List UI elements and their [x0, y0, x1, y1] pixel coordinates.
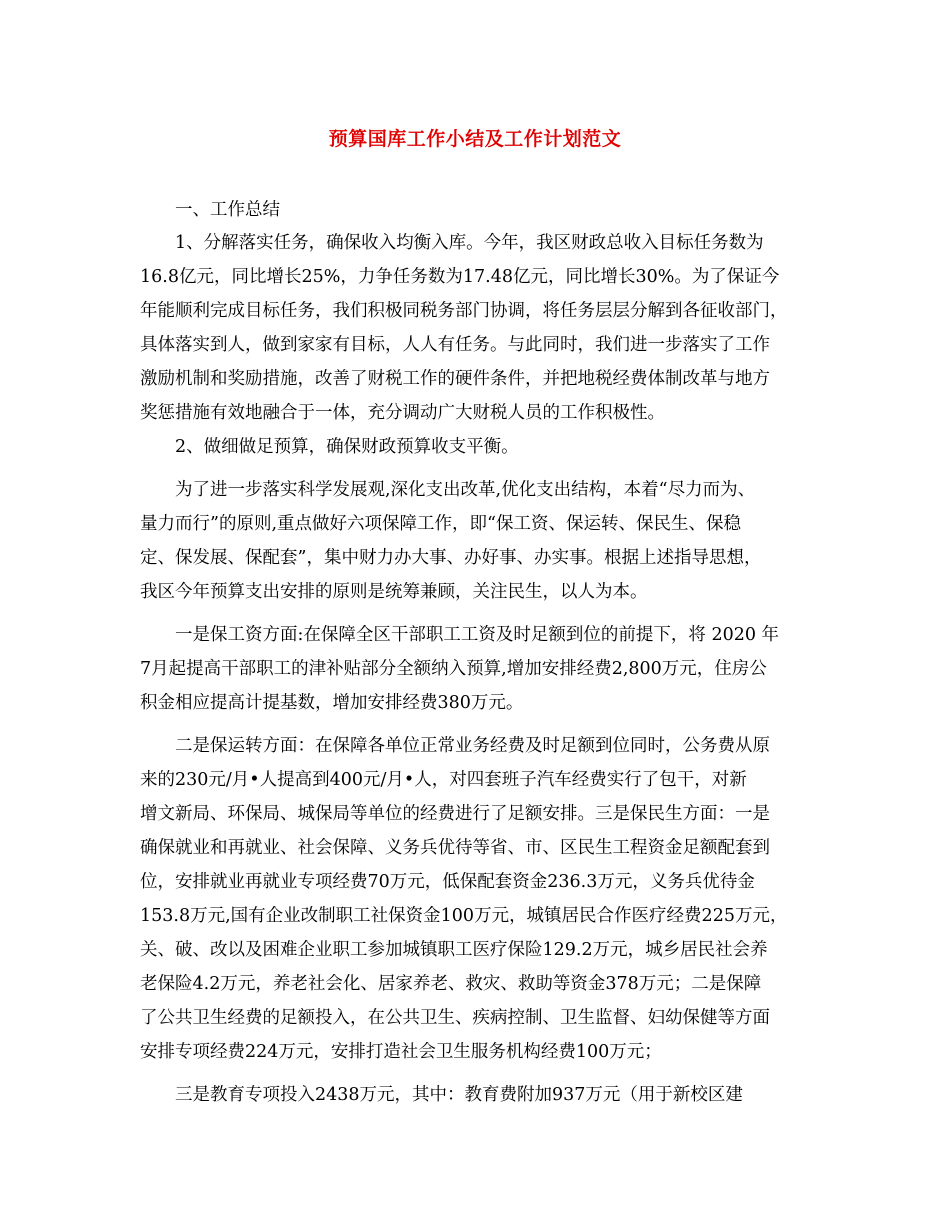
- paragraph-line: 三是教育专项投入2438万元，其中：教育费附加937万元（用于新校区建: [175, 1085, 743, 1105]
- paragraph-line: 了公共卫生经费的足额投入，在公共卫生、疾病控制、卫生监督、妇幼保健等方面: [140, 1008, 770, 1028]
- paragraph-line: 1、分解落实任务，确保收入均衡入库。今年，我区财政总收入目标任务数为: [175, 233, 764, 253]
- paragraph-line: 关、破、改以及困难企业职工参加城镇职工医疗保险129.2万元，城乡居民社会养: [140, 940, 768, 960]
- paragraph-line: 量力而行”的原则,重点做好六项保障工作，即“保工资、保运转、保民生、保稳: [140, 514, 741, 534]
- paragraph-line: 一、工作总结: [175, 200, 280, 220]
- paragraph-line: 来的230元/月•人提高到400元/月•人，对四套班子汽车经费实行了包干，对新: [140, 770, 747, 790]
- paragraph-line: 为了进一步落实科学发展观,深化支出改革,优化支出结构，本着“尽力而为、: [175, 480, 756, 500]
- paragraph-line: 积金相应提高计提基数，增加安排经费380万元。: [140, 693, 524, 713]
- paragraph-line: 增文新局、环保局、城保局等单位的经费进行了足额安排。三是保民生方面：一是: [140, 804, 770, 824]
- paragraph-line: 153.8万元,国有企业改制职工社保资金100万元，城镇居民合作医疗经费225万元，: [140, 906, 788, 926]
- paragraph-line: 奖惩措施有效地融合于一体，充分调动广大财税人员的工作积极性。: [140, 403, 665, 423]
- paragraph-line: 定、保发展、保配套”，集中财力办大事、办好事、办实事。根据上述指导思想，: [140, 548, 762, 568]
- paragraph-line: 二是保运转方面：在保障各单位正常业务经费及时足额到位同时，公务费从原: [175, 736, 770, 756]
- paragraph-line: 老保险4.2万元，养老社会化、居家养老、救灾、救助等资金378万元；二是保障: [140, 974, 762, 994]
- paragraph-line: 确保就业和再就业、社会保障、义务兵优待等省、市、区民生工程资金足额配套到: [140, 838, 770, 858]
- paragraph-line: 激励机制和奖励措施，改善了财税工作的硬件条件，并把地税经费体制改革与地方: [140, 369, 770, 389]
- paragraph-line: 16.8亿元，同比增长25%，力争任务数为17.48亿元，同比增长30%。为了保证今: [140, 267, 780, 287]
- paragraph-line: 我区今年预算支出安排的原则是统筹兼顾，关注民生，以人为本。: [140, 582, 648, 602]
- paragraph-line: 位，安排就业再就业专项经费70万元，低保配套资金236.3万元，义务兵优待金: [140, 872, 755, 892]
- paragraph-line: 年能顺利完成目标任务，我们积极同税务部门协调，将任务层层分解到各征收部门，: [140, 301, 788, 321]
- paragraph-line: 一是保工资方面:在保障全区干部职工工资及时足额到位的前提下，将 2020 年: [175, 625, 780, 645]
- paragraph-line: 具体落实到人，做到家家有目标，人人有任务。与此同时，我们进一步落实了工作: [140, 335, 770, 355]
- paragraph-line: 2、做细做足预算，确保财政预算收支平衡。: [175, 437, 519, 457]
- paragraph-line: 7月起提高干部职工的津补贴部分全额纳入预算,增加安排经费2,800万元，住房公: [140, 659, 767, 679]
- document-title: 预算国库工作小结及工作计划范文: [328, 128, 622, 150]
- paragraph-line: 安排专项经费224万元，安排打造社会卫生服务机构经费100万元；: [140, 1042, 662, 1062]
